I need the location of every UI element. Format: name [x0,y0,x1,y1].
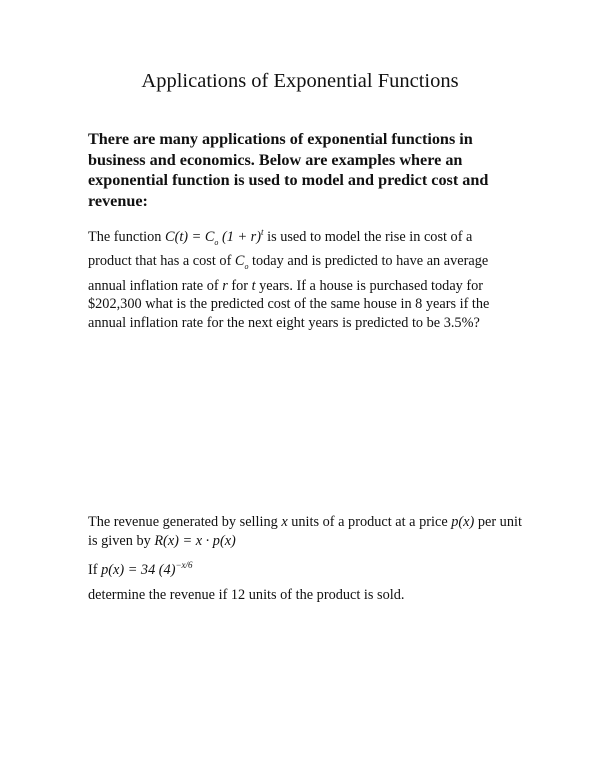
page-title: Applications of Exponential Functions [141,70,459,92]
cost-formula: $C(t) = C_o$ $(1 + r)^t$ [165,227,264,247]
text: for [227,277,252,294]
revenue-definition: The revenue generated by selling x units of a product at a price p(x) per unit is given by R(x) = x · p(x) [88,514,522,549]
revenue-formula: R(x) = x · p(x) [154,532,236,549]
problem-2-revenue [88,513,528,604]
intro-paragraph: There are many applications of exponential functions in business and economics. Below are examples where an exponential function is used to model and predict cost and revenue: [88,130,489,210]
revenue-question: determine the revenue if 12 units of the product is sold. [88,586,405,603]
time-symbol: t [251,277,256,294]
problem-1-cost [88,223,518,332]
text: years. If a house is purchased today for $202,300 what is the predicted cost of the same house in 8 years if the annual inflation rate for the next eight years is predicted to be 3.5%? [88,277,490,331]
initial-cost-symbol: $C_o$ [234,253,249,272]
text: is used to model the rise in cost of a product that has a cost of [88,228,473,270]
price-function: If p(x) = 34 $(4)^{-x/6}$ [88,560,193,578]
text: The function [88,228,166,245]
text: today and is predicted to have an average annual inflation rate of [88,253,489,294]
rate-symbol: r [222,277,228,294]
